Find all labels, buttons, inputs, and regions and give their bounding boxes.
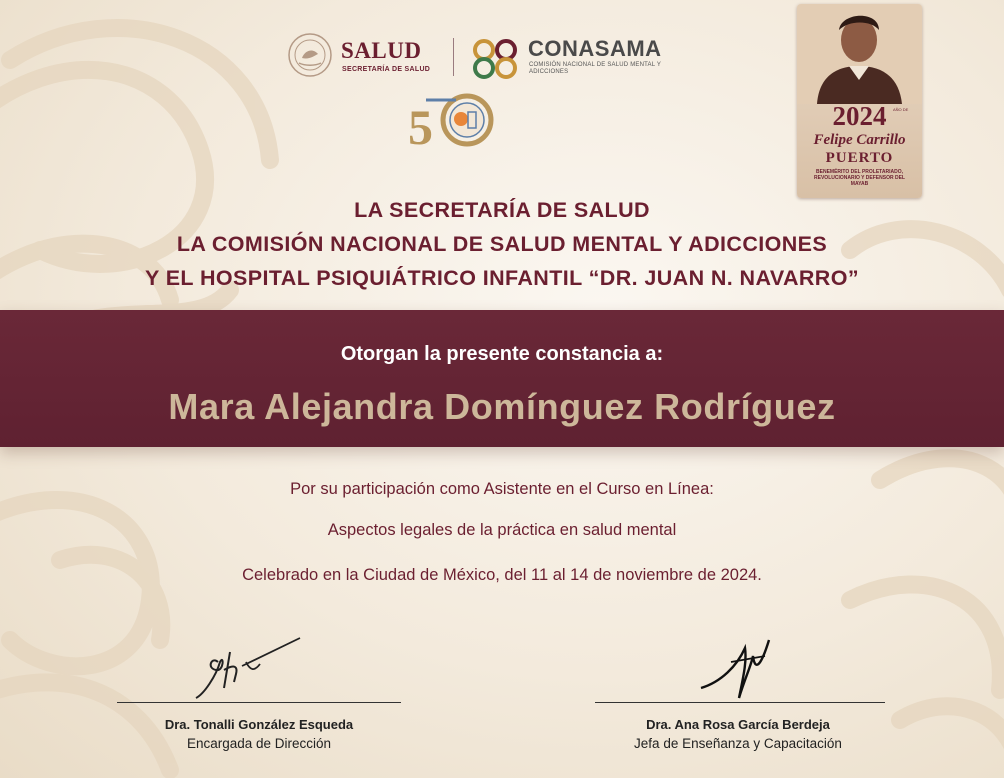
badge-year: 2024 <box>832 101 887 131</box>
signature-1-line <box>117 702 401 703</box>
course-title: Aspectos legales de la práctica en salud mental <box>327 521 677 539</box>
svg-text:5: 5 <box>408 99 433 150</box>
badge-name-line1: Felipe Carrillo <box>813 132 906 148</box>
mexico-seal-icon <box>287 32 333 78</box>
salud-wordmark: SALUD <box>341 38 422 63</box>
badge-subtitle: BENEMÉRITO DEL PROLETARIADO, REVOLUCIONARIO Y DEFENSOR DEL MAYAB <box>814 169 905 187</box>
badge-name-line2: PUERTO <box>825 150 894 166</box>
portrait-icon <box>797 4 922 104</box>
badge-year-tag: AÑO DE <box>893 107 909 112</box>
header-line-2: LA COMISIÓN NACIONAL DE SALUD MENTAL Y ADICCIONES <box>176 232 828 256</box>
signature-2-line <box>595 702 885 703</box>
salud-logo <box>287 32 447 80</box>
signature-1-role: Encargada de Dirección <box>186 736 332 751</box>
conasama-logo-icon <box>470 36 522 80</box>
logo-divider <box>453 38 454 76</box>
signature-2-role: Jefa de Enseñanza y Capacitación <box>634 736 842 751</box>
event-date-text: Celebrado en la Ciudad de México, del 11 al 14 de noviembre de 2024. <box>242 566 762 584</box>
award-intro: Otorgan la presente constancia a: <box>340 343 664 365</box>
recipient-name: Mara Alejandra Domínguez Rodríguez <box>168 386 836 427</box>
signature-1-image <box>190 632 310 704</box>
signature-2-name: Dra. Ana Rosa García Berdeja <box>646 717 830 732</box>
recipient-band <box>0 310 1004 447</box>
participation-text: Por su participación como Asistente en el Curso en Línea: <box>290 480 714 498</box>
salud-subtitle: SECRETARÍA DE SALUD <box>342 66 431 73</box>
year-2024-badge <box>797 4 922 198</box>
signature-1-name: Dra. Tonalli González Esqueda <box>164 717 354 732</box>
signature-2-image <box>695 626 785 702</box>
header-line-1: LA SECRETARÍA DE SALUD <box>354 198 650 222</box>
conasama-wordmark: CONASAMA <box>528 36 662 61</box>
hospital-50-anniversary-icon <box>406 92 502 150</box>
header-line-3: Y EL HOSPITAL PSIQUIÁTRICO INFANTIL “DR. JUAN N. NAVARRO” <box>144 266 860 290</box>
conasama-subtitle: COMISIÓN NACIONAL DE SALUD MENTAL Y ADICCIONES <box>529 62 661 75</box>
